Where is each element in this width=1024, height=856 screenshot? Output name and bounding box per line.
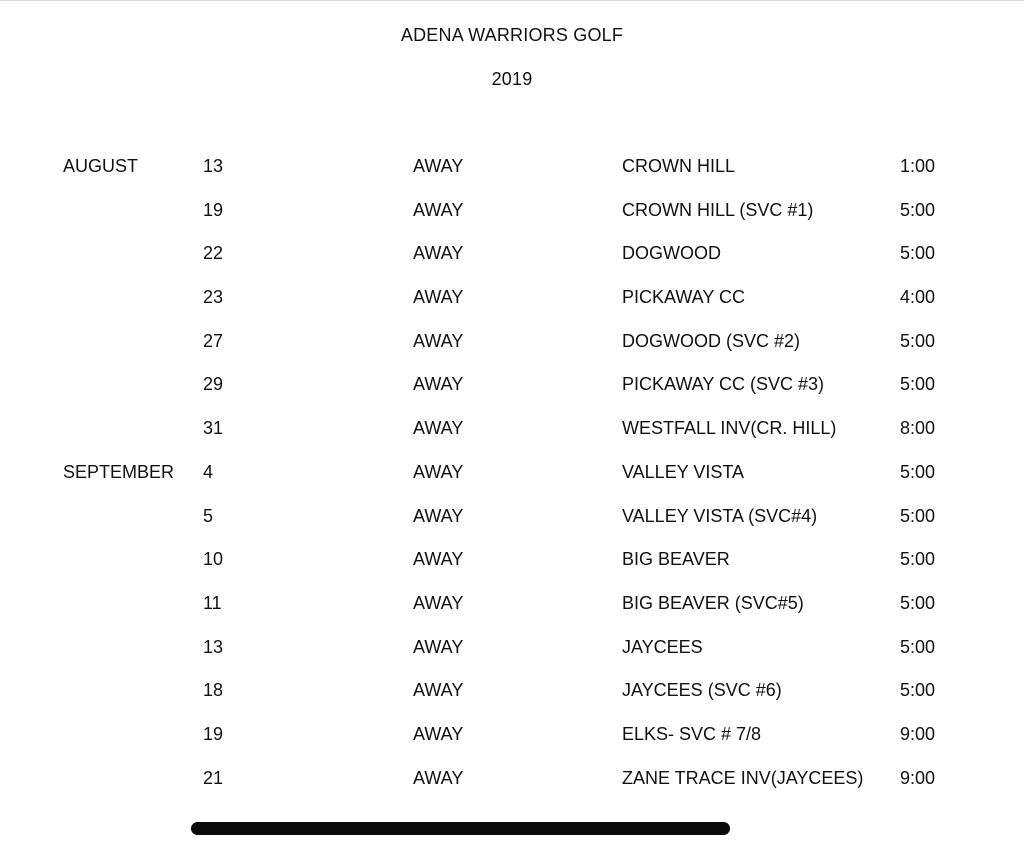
opponent-cell: CROWN HILL [622, 156, 736, 176]
schedule-row [0, 587, 1024, 631]
location-cell: AWAY [413, 374, 464, 395]
opponent-cell: ZANE TRACE INV(JAYCEES) [622, 767, 864, 788]
schedule-row [0, 631, 1024, 675]
day-cell: 11 [203, 592, 222, 613]
day-cell: 23 [203, 287, 224, 308]
day-cell: 10 [203, 549, 224, 570]
day-cell: 22 [203, 243, 224, 264]
location-cell: AWAY [413, 505, 464, 526]
day-cell: 19 [203, 723, 224, 744]
top-divider [0, 0, 1024, 1]
time-cell: 9:00 [900, 767, 936, 788]
location-cell: AWAY [413, 636, 464, 657]
time-cell: 5:00 [900, 636, 936, 657]
location-cell: AWAY [413, 549, 464, 570]
month-cell: AUGUST [63, 156, 139, 176]
location-cell: AWAY [413, 461, 464, 482]
time-cell: 8:00 [900, 418, 936, 439]
location-cell: AWAY [413, 156, 464, 176]
document-year: 2019 [491, 69, 533, 89]
day-cell: 31 [203, 418, 224, 439]
time-cell: 9:00 [900, 723, 936, 744]
day-cell: 4 [203, 461, 214, 482]
schedule-row [0, 150, 1024, 194]
opponent-cell: JAYCEES (SVC #6) [622, 680, 782, 701]
time-cell: 5:00 [900, 374, 936, 395]
location-cell: AWAY [413, 592, 464, 613]
time-cell: 5:00 [900, 199, 936, 220]
schedule-row [0, 368, 1024, 412]
opponent-cell: BIG BEAVER [622, 549, 730, 570]
time-cell: 5:00 [900, 330, 936, 351]
time-cell: 5:00 [900, 549, 936, 570]
schedule-table [0, 150, 1024, 805]
schedule-row [0, 674, 1024, 718]
time-cell: 5:00 [900, 505, 936, 526]
schedule-row [0, 456, 1024, 500]
schedule-row [0, 194, 1024, 238]
day-cell: 18 [203, 680, 224, 701]
opponent-cell: WESTFALL INV(CR. HILL) [622, 418, 837, 439]
location-cell: AWAY [413, 418, 464, 439]
opponent-cell: ELKS- SVC # 7/8 [622, 723, 762, 744]
day-cell: 19 [203, 199, 224, 220]
time-cell: 5:00 [900, 592, 936, 613]
location-cell: AWAY [413, 723, 464, 744]
time-cell: 5:00 [900, 680, 936, 701]
time-cell: 5:00 [900, 461, 936, 482]
opponent-cell: VALLEY VISTA [622, 461, 745, 482]
schedule-row [0, 325, 1024, 369]
location-cell: AWAY [413, 680, 464, 701]
schedule-row [0, 543, 1024, 587]
time-cell: 1:00 [900, 156, 936, 176]
location-cell: AWAY [413, 330, 464, 351]
opponent-cell: PICKAWAY CC [622, 287, 746, 308]
opponent-cell: PICKAWAY CC (SVC #3) [622, 374, 825, 395]
opponent-cell: DOGWOOD [622, 243, 721, 264]
opponent-cell: BIG BEAVER (SVC#5) [622, 592, 804, 613]
schedule-row [0, 281, 1024, 325]
opponent-cell: VALLEY VISTA (SVC#4) [622, 505, 818, 526]
location-cell: AWAY [413, 767, 464, 788]
day-cell: 21 [203, 767, 224, 788]
location-cell: AWAY [413, 199, 464, 220]
opponent-cell: DOGWOOD (SVC #2) [622, 330, 801, 351]
schedule-row [0, 412, 1024, 456]
opponent-cell: JAYCEES [622, 636, 703, 657]
time-cell: 5:00 [900, 243, 936, 264]
time-cell: 4:00 [900, 287, 936, 308]
schedule-row [0, 762, 1024, 806]
document-title: ADENA WARRIORS GOLF [400, 25, 624, 45]
day-cell: 29 [203, 374, 224, 395]
schedule-row [0, 237, 1024, 281]
schedule-row [0, 500, 1024, 544]
schedule-row [0, 718, 1024, 762]
home-indicator[interactable] [191, 822, 730, 835]
month-cell: SEPTEMBER [63, 461, 175, 482]
location-cell: AWAY [413, 243, 464, 264]
location-cell: AWAY [413, 287, 464, 308]
day-cell: 5 [203, 505, 214, 526]
day-cell: 27 [203, 330, 224, 351]
opponent-cell: CROWN HILL (SVC #1) [622, 199, 814, 220]
day-cell: 13 [203, 636, 224, 657]
day-cell: 13 [203, 156, 224, 176]
